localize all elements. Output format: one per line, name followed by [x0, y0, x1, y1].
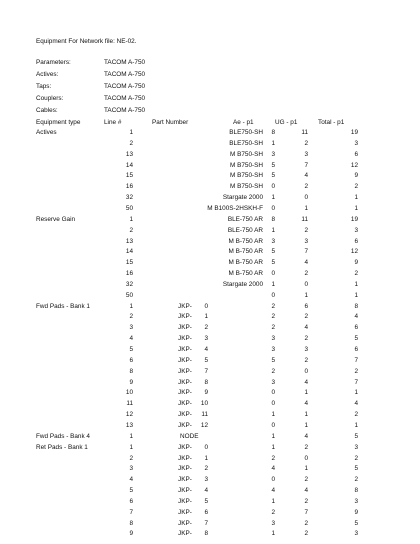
ug-count-cell: 3	[304, 346, 308, 353]
line-number-cell: 15	[125, 172, 133, 180]
ae-count-cell: 1	[271, 443, 275, 451]
ug-count-cell: 2	[304, 443, 308, 451]
total-count-cell: 1	[354, 389, 358, 397]
parameter-label: Parameters:	[36, 59, 71, 66]
ae-count-cell: 5	[271, 172, 275, 180]
total-count-cell: 1	[354, 204, 358, 212]
line-number-cell: 9	[129, 378, 133, 386]
ug-count-cell: 7	[304, 248, 308, 256]
ug-count-cell: 7	[304, 161, 308, 169]
table-row	[0, 465, 420, 475]
ug-count-cell: 0	[304, 280, 308, 288]
table-row	[0, 216, 420, 226]
ug-count-cell: 4	[304, 259, 308, 267]
table-row	[0, 238, 420, 248]
ug-count-cell: 2	[304, 530, 308, 538]
ae-count-cell: 2	[271, 367, 275, 375]
equipment-type-cell: Ret Pads - Bank 1	[36, 443, 88, 451]
ug-count-cell: 11	[301, 215, 308, 223]
table-row	[0, 444, 420, 454]
ae-count-cell: 1	[271, 280, 275, 288]
table-row	[0, 422, 420, 432]
part-prefix-cell: JKP-	[178, 476, 192, 484]
ug-count-cell: 6	[304, 302, 308, 310]
total-count-cell: 2	[354, 183, 358, 191]
total-count-cell: 19	[350, 215, 358, 223]
part-number-cell: M B-750 AR	[228, 259, 263, 267]
total-count-cell: 6	[354, 324, 358, 332]
total-count-cell: 9	[354, 508, 358, 516]
ae-count-cell: 0	[271, 421, 275, 429]
header-part-number: Part Number	[152, 119, 189, 126]
table-row	[0, 455, 420, 465]
line-number-cell: 10	[125, 389, 133, 397]
part-number-cell: BLE-750 AR	[227, 226, 263, 234]
part-number-cell: M B100S-2HSKH-F	[207, 204, 263, 212]
ug-count-cell: 3	[304, 237, 308, 245]
total-count-cell: 5	[354, 465, 358, 473]
total-count-cell: 2	[354, 411, 358, 419]
ae-count-cell: 2	[271, 313, 275, 321]
ug-count-cell: 2	[304, 183, 308, 191]
line-number-cell: 14	[125, 161, 133, 169]
ug-count-cell: 1	[304, 291, 308, 299]
part-number-cell: Stargate 2000	[222, 194, 263, 202]
ae-count-cell: 8	[271, 215, 275, 223]
total-count-cell: 8	[354, 487, 358, 495]
table-row	[0, 303, 420, 313]
table-row	[0, 389, 420, 399]
part-number-cell: 2	[204, 324, 208, 332]
part-number-cell: 7	[204, 519, 208, 527]
header-ug: UG - p1	[275, 119, 298, 126]
part-prefix-cell: JKP-	[178, 389, 192, 397]
total-count-cell: 9	[354, 259, 358, 267]
ae-count-cell: 0	[271, 204, 275, 212]
parameter-label: Taps:	[36, 83, 52, 90]
part-number-cell: 10	[200, 400, 208, 408]
total-count-cell: 1	[354, 421, 358, 429]
part-number-cell: M B750-SH	[229, 183, 263, 191]
total-count-cell: 1	[354, 280, 358, 288]
total-count-cell: 2	[354, 367, 358, 375]
part-number-cell: BLE-750 AR	[227, 215, 263, 223]
line-number-cell: 1	[129, 432, 133, 440]
part-number-cell: M B750-SH	[229, 161, 263, 169]
ae-count-cell: 1	[271, 432, 275, 440]
total-count-cell: 2	[354, 476, 358, 484]
part-number-cell: M B750-SH	[229, 172, 263, 180]
total-count-cell: 3	[354, 226, 358, 234]
ae-count-cell: 0	[271, 400, 275, 408]
ae-count-cell: 2	[271, 302, 275, 310]
parameter-label: Actives:	[36, 71, 59, 78]
line-number-cell: 2	[129, 313, 133, 321]
table-row	[0, 357, 420, 367]
ae-count-cell: 5	[271, 161, 275, 169]
ae-count-cell: 4	[271, 487, 275, 495]
total-count-cell: 5	[354, 335, 358, 343]
table-row	[0, 162, 420, 172]
table-row	[0, 205, 420, 215]
total-count-cell: 3	[354, 139, 358, 147]
table-row	[0, 183, 420, 193]
line-number-cell: 14	[125, 248, 133, 256]
ae-count-cell: 5	[271, 356, 275, 364]
part-prefix-cell: JKP-	[178, 400, 192, 408]
ae-count-cell: 2	[271, 508, 275, 516]
parameter-label: Couplers:	[36, 95, 64, 102]
table-row	[0, 248, 420, 258]
ae-count-cell: 2	[271, 454, 275, 462]
part-number-cell: 11	[201, 411, 208, 419]
line-number-cell: 50	[125, 204, 133, 212]
ug-count-cell: 7	[304, 508, 308, 516]
ug-count-cell: 11	[301, 129, 308, 136]
header-ae: Ae - p1	[233, 119, 254, 126]
parameter-value: TACOM A-750	[104, 107, 146, 114]
table-row	[0, 313, 420, 323]
ae-count-cell: 0	[271, 476, 275, 484]
part-prefix-cell: JKP-	[178, 487, 192, 495]
total-count-cell: 4	[354, 400, 358, 408]
line-number-cell: 16	[125, 270, 133, 278]
ae-count-cell: 3	[271, 519, 275, 527]
part-prefix-cell: JKP-	[178, 335, 192, 343]
ug-count-cell: 1	[304, 421, 308, 429]
table-row	[0, 498, 420, 508]
ae-count-cell: 1	[271, 226, 275, 234]
line-number-cell: 5	[129, 346, 133, 353]
table-row	[0, 433, 420, 443]
ae-count-cell: 0	[271, 183, 275, 191]
ug-count-cell: 2	[304, 335, 308, 343]
line-number-cell: 4	[129, 335, 133, 343]
ae-count-cell: 0	[271, 389, 275, 397]
ug-count-cell: 2	[304, 356, 308, 364]
total-count-cell: 12	[350, 248, 358, 256]
line-number-cell: 7	[129, 508, 133, 516]
equipment-type-cell: Fwd Pads - Bank 4	[36, 432, 90, 440]
part-number-cell: 0	[204, 302, 208, 310]
ug-count-cell: 3	[304, 150, 308, 158]
ae-count-cell: 5	[271, 259, 275, 267]
document-title: Equipment For Network file: NE-02.	[36, 38, 137, 45]
total-count-cell: 6	[354, 346, 358, 353]
ug-count-cell: 4	[304, 324, 308, 332]
ae-count-cell: 4	[271, 465, 275, 473]
line-number-cell: 13	[125, 421, 133, 429]
part-number-cell: 5	[204, 356, 208, 364]
equipment-type-cell: Reserve Gain	[36, 215, 76, 223]
total-count-cell: 5	[354, 519, 358, 527]
part-prefix-cell: JKP-	[178, 519, 192, 527]
line-number-cell: 2	[129, 454, 133, 462]
total-count-cell: 19	[350, 129, 358, 136]
line-number-cell: 13	[125, 237, 133, 245]
ae-count-cell: 3	[271, 346, 275, 353]
ae-count-cell: 3	[271, 378, 275, 386]
line-number-cell: 32	[125, 194, 133, 202]
ug-count-cell: 4	[304, 432, 308, 440]
ug-count-cell: 2	[304, 476, 308, 484]
table-row	[0, 227, 420, 237]
line-number-cell: 3	[129, 465, 133, 473]
total-count-cell: 8	[354, 302, 358, 310]
header-equipment-type: Equipment type	[36, 119, 81, 126]
line-number-cell: 50	[125, 291, 133, 299]
line-number-cell: 6	[129, 497, 133, 505]
ug-count-cell: 2	[304, 497, 308, 505]
table-row	[0, 509, 420, 519]
table-row	[0, 520, 420, 530]
ug-count-cell: 4	[304, 378, 308, 386]
table-row	[0, 151, 420, 161]
part-number-cell: 0	[204, 443, 208, 451]
part-prefix-cell: JKP-	[178, 324, 192, 332]
part-prefix-cell: JKP-	[178, 508, 192, 516]
equipment-type-cell: Fwd Pads - Bank 1	[36, 302, 90, 310]
ug-count-cell: 4	[304, 172, 308, 180]
part-number-cell: 4	[204, 487, 208, 495]
part-number-cell: 1	[204, 454, 208, 462]
table-row	[0, 346, 420, 356]
line-number-cell: 8	[129, 519, 133, 527]
part-prefix-cell: JKP-	[178, 313, 192, 321]
part-number-cell: 8	[204, 530, 208, 538]
parameter-value: TACOM A-750	[104, 83, 146, 90]
total-count-cell: 9	[354, 172, 358, 180]
part-prefix-cell: JKP-	[178, 356, 192, 364]
line-number-cell: 13	[125, 150, 133, 158]
ug-count-cell: 2	[304, 270, 308, 278]
table-row	[0, 259, 420, 269]
parameter-value: TACOM A-750	[104, 95, 146, 102]
line-number-cell: 1	[129, 302, 133, 310]
table-header	[0, 119, 420, 129]
line-number-cell: 8	[129, 367, 133, 375]
total-count-cell: 3	[354, 530, 358, 538]
ug-count-cell: 1	[304, 389, 308, 397]
ug-count-cell: 2	[304, 313, 308, 321]
table-row	[0, 476, 420, 486]
line-number-cell: 6	[129, 356, 133, 364]
total-count-cell: 3	[354, 497, 358, 505]
line-number-cell: 9	[129, 530, 133, 538]
part-number-cell: 7	[204, 367, 208, 375]
total-count-cell: 5	[354, 432, 358, 440]
ae-count-cell: 3	[271, 237, 275, 245]
line-number-cell: 1	[129, 443, 133, 451]
equipment-type-cell: Actives	[36, 129, 57, 136]
part-number-cell: M B750-SH	[229, 150, 263, 158]
table-row	[0, 281, 420, 291]
table-row	[0, 292, 420, 302]
part-number-cell: BLE750-SH	[229, 139, 263, 147]
part-number-cell: 9	[204, 389, 208, 397]
total-count-cell: 3	[354, 443, 358, 451]
total-count-cell: 2	[354, 454, 358, 462]
total-count-cell: 1	[354, 194, 358, 202]
line-number-cell: 12	[125, 411, 133, 419]
part-number-cell: M B-750 AR	[228, 248, 263, 256]
part-number-cell: 2	[204, 465, 208, 473]
part-prefix-cell: JKP-	[178, 411, 192, 419]
line-number-cell: 15	[125, 259, 133, 267]
part-number-cell: M B-750 AR	[228, 237, 263, 245]
ae-count-cell: 3	[271, 335, 275, 343]
ug-count-cell: 4	[304, 487, 308, 495]
table-row	[0, 487, 420, 497]
part-number-cell: 12	[200, 421, 208, 429]
ae-count-cell: 1	[271, 139, 275, 147]
table-row	[0, 530, 420, 540]
part-prefix-cell: JKP-	[178, 421, 192, 429]
ug-count-cell: 4	[304, 400, 308, 408]
ae-count-cell: 1	[271, 497, 275, 505]
table-row	[0, 194, 420, 204]
part-prefix-cell: JKP-	[178, 530, 192, 538]
part-number-cell: 3	[204, 476, 208, 484]
part-number-cell: M B-750 AR	[228, 270, 263, 278]
line-number-cell: 11	[126, 400, 133, 408]
part-number-cell: Stargate 2000	[222, 280, 263, 288]
part-number-cell: BLE750-SH	[229, 129, 263, 136]
total-count-cell: 12	[350, 161, 358, 169]
total-count-cell: 1	[354, 291, 358, 299]
line-number-cell: 3	[129, 324, 133, 332]
parameter-label: Cables:	[36, 107, 58, 114]
part-number-cell: 8	[204, 378, 208, 386]
table-row	[0, 411, 420, 421]
ae-count-cell: 8	[271, 129, 275, 136]
header-line: Line #	[104, 119, 122, 126]
line-number-cell: 2	[129, 226, 133, 234]
line-number-cell: 1	[129, 215, 133, 223]
ug-count-cell: 2	[304, 519, 308, 527]
ae-count-cell: 5	[271, 248, 275, 256]
part-prefix-cell: JKP-	[178, 443, 192, 451]
table-row	[0, 368, 420, 378]
table-row	[0, 140, 420, 150]
total-count-cell: 7	[354, 356, 358, 364]
line-number-cell: 32	[125, 280, 133, 288]
header-total: Total - p1	[318, 119, 345, 126]
line-number-cell: 16	[125, 183, 133, 191]
ug-count-cell: 0	[304, 454, 308, 462]
part-number-cell: 3	[204, 335, 208, 343]
part-prefix-cell: JKP-	[178, 378, 192, 386]
parameter-value: TACOM A-750	[104, 59, 146, 66]
part-prefix-cell: JKP-	[178, 367, 192, 375]
part-number-cell: 6	[204, 508, 208, 516]
ug-count-cell: 2	[304, 226, 308, 234]
total-count-cell: 6	[354, 150, 358, 158]
ug-count-cell: 0	[304, 194, 308, 202]
total-count-cell: 6	[354, 237, 358, 245]
total-count-cell: 7	[354, 378, 358, 386]
part-number-cell: NODE	[180, 432, 199, 440]
part-prefix-cell: JKP-	[178, 346, 192, 353]
ug-count-cell: 0	[304, 367, 308, 375]
parameter-value: TACOM A-750	[104, 71, 146, 78]
part-prefix-cell: JKP-	[178, 302, 192, 310]
part-prefix-cell: JKP-	[178, 497, 192, 505]
part-number-cell: 4	[204, 346, 208, 353]
table-row	[0, 172, 420, 182]
total-count-cell: 4	[354, 313, 358, 321]
line-number-cell: 1	[129, 129, 133, 136]
part-prefix-cell: JKP-	[178, 465, 192, 473]
part-prefix-cell: JKP-	[178, 454, 192, 462]
line-number-cell: 4	[129, 476, 133, 484]
ae-count-cell: 0	[271, 270, 275, 278]
table-row	[0, 335, 420, 345]
ae-count-cell: 3	[271, 150, 275, 158]
ae-count-cell: 1	[271, 194, 275, 202]
table-row	[0, 270, 420, 280]
table-row	[0, 129, 420, 139]
ae-count-cell: 1	[271, 530, 275, 538]
ae-count-cell: 2	[271, 324, 275, 332]
ug-count-cell: 1	[304, 411, 308, 419]
part-number-cell: 5	[204, 497, 208, 505]
ug-count-cell: 1	[304, 465, 308, 473]
table-row	[0, 324, 420, 334]
ug-count-cell: 1	[304, 204, 308, 212]
ae-count-cell: 1	[271, 411, 275, 419]
line-number-cell: 2	[129, 139, 133, 147]
ug-count-cell: 2	[304, 139, 308, 147]
total-count-cell: 2	[354, 270, 358, 278]
table-row	[0, 400, 420, 410]
part-number-cell: 1	[204, 313, 208, 321]
ae-count-cell: 0	[271, 291, 275, 299]
line-number-cell: 5	[129, 487, 133, 495]
table-row	[0, 379, 420, 389]
